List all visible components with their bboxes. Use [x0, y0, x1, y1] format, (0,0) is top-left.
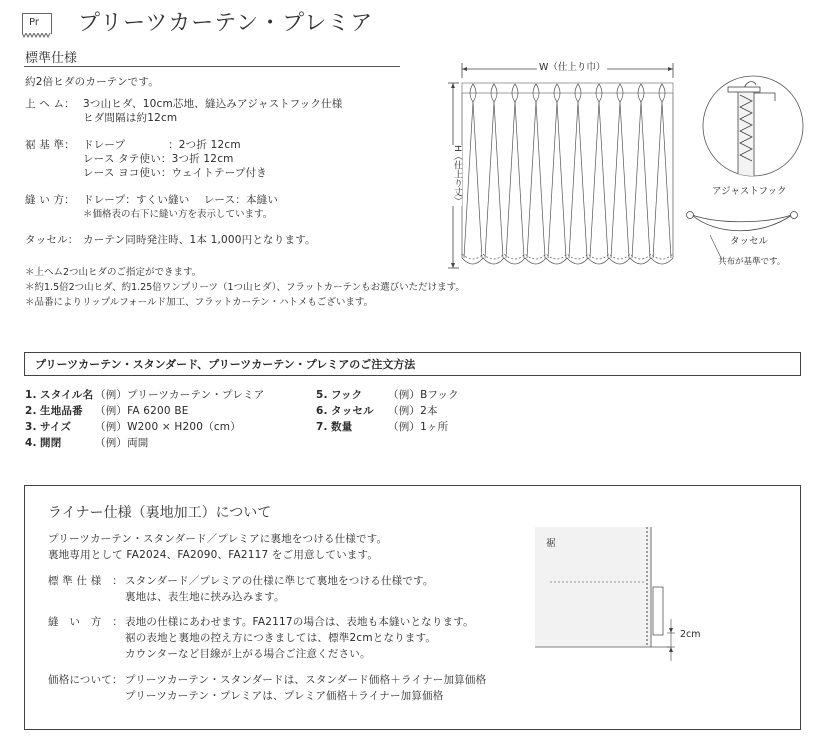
order-item-1-name: スタイル名	[40, 389, 94, 401]
tassel-diagram-note: 共布が基準です。	[718, 257, 786, 267]
width-dimension-label: W（仕上り巾）	[539, 62, 606, 73]
series-badge	[22, 13, 52, 34]
order-item-3-num: 3.	[25, 421, 37, 433]
order-item-4-num: 4.	[25, 437, 37, 449]
standard-intro: 約2倍ヒダのカーテンです。	[25, 76, 159, 88]
liner-sewing-label: 縫 い 方 ：	[48, 616, 123, 628]
note-2: ＊約1.5倍2つ山ヒダ、約1.25倍ワンプリーツ（1つ山ヒダ）、フラットカーテンもお選びいただけます。	[25, 282, 465, 293]
page-title: プリーツカーテン・プレミア	[78, 11, 374, 36]
order-item-2-num: 2.	[25, 405, 37, 417]
order-item-3-example: （例）W200 × H200（cm）	[95, 421, 241, 433]
order-item-6-name: タッセル	[331, 405, 374, 417]
standard-heading: 標準仕様	[25, 51, 78, 66]
order-item-2-example: （例）FA 6200 BE	[95, 405, 189, 417]
liner-intro-1: プリーツカーテン・スタンダード／プレミアに裏地をつける仕様です。	[48, 533, 388, 545]
sewing-line-2: ＊価格表の右下に縫い方を表示しています。	[83, 209, 273, 220]
hook-label: アジャストフック	[712, 186, 787, 197]
liner-diagram-dimension: 2cm	[680, 629, 701, 640]
liner-standard-label: 標 準 仕 様 ：	[48, 575, 123, 587]
order-item-5-name: フック	[331, 389, 363, 401]
hem-line-1: 3つ山ヒダ、10cm芯地、縫込みアジャストフック仕様	[83, 98, 343, 110]
liner-sewing-line-1: 表地の仕様にあわせます。FA2117の場合は、表地も本縫いとなります。	[125, 616, 474, 628]
order-method-header	[24, 352, 801, 376]
pleated-curtain-diagram	[445, 58, 690, 278]
standard-divider	[24, 66, 400, 67]
liner-price-line-1: プリーツカーテン・スタンダードは、スタンダード価格＋ライナー加算価格	[125, 674, 487, 686]
order-item-2-name: 生地品番	[40, 405, 83, 417]
order-item-6-num: 6.	[316, 405, 328, 417]
order-item-6-example: （例）2本	[388, 405, 438, 417]
order-item-1-example: （例）プリーツカーテン・プレミア	[95, 389, 265, 401]
liner-sewing-line-3: カウンターなど目線が上がる場合ご注意ください。	[125, 648, 371, 660]
order-method-title: プリーツカーテン・スタンダード、プリーツカーテン・プレミアのご注文方法	[35, 358, 416, 371]
liner-title: ライナー仕様（裏地加工）について	[48, 505, 272, 521]
bottom-line-1: ドレープ ：2つ折 12cm	[83, 139, 241, 151]
liner-intro-2: 裏地専用として FA2024、FA2090、FA2117 をご用意しています。	[48, 549, 379, 561]
order-item-3-name: サイズ	[40, 421, 72, 433]
tassel-label: タッセル：	[25, 234, 79, 246]
note-3: ＊品番によりリップルフォールド加工、フラットカーテン・ハトメもございます。	[25, 297, 374, 308]
liner-standard-line-2: 裏地は、表生地に挟み込みます。	[125, 591, 285, 603]
liner-price-line-2: プリーツカーテン・プレミアは、プレミア価格＋ライナー加算価格	[125, 690, 444, 702]
series-badge-text: Pr	[29, 17, 39, 28]
badge-zigzag-decoration	[22, 33, 52, 39]
order-item-4-example: （例）両開	[95, 437, 149, 449]
liner-sewing-line-2: 裾の表地と裏地の控え方につきましては、標準2cmとなります。	[125, 632, 437, 644]
order-item-5-num: 5.	[316, 389, 328, 401]
order-item-1-num: 1.	[25, 389, 37, 401]
height-dimension-label: H（仕上り丈）	[449, 145, 462, 206]
bottom-label: 裾 基 準：	[25, 139, 75, 151]
order-item-7-example: （例）1ヶ所	[388, 421, 449, 433]
bottom-line-3: レース ヨコ使い：ウェイトテープ付き	[83, 167, 267, 179]
adjust-hook-detail	[700, 73, 810, 183]
tassel-line: カーテン同時発注時、1本 1,000円となります。	[83, 234, 316, 246]
liner-hem-diagram	[535, 527, 715, 667]
order-item-7-name: 数量	[331, 421, 353, 433]
note-1: ＊上ヘム2つ山ヒダのご指定ができます。	[25, 267, 202, 278]
liner-diagram-hem-label: 裾	[546, 538, 556, 549]
bottom-line-2: レース タテ使い：3つ折 12cm	[83, 153, 234, 165]
tassel-diagram-label: タッセル	[730, 236, 769, 247]
order-item-5-example: （例）Bフック	[388, 389, 459, 401]
liner-price-label: 価格について：	[48, 674, 123, 686]
order-item-4-name: 開閉	[40, 437, 62, 449]
hem-line-2: ヒダ間隔は約12cm	[83, 112, 178, 124]
hem-label: 上 ヘ ム：	[25, 98, 75, 110]
order-item-7-num: 7.	[316, 421, 328, 433]
sewing-label: 縫 い 方：	[25, 194, 75, 206]
liner-standard-line-1: スタンダード／プレミアの仕様に準じて裏地をつける仕様です。	[125, 575, 434, 587]
sewing-line-1: ドレープ：すくい縫い レース：本縫い	[83, 194, 279, 206]
